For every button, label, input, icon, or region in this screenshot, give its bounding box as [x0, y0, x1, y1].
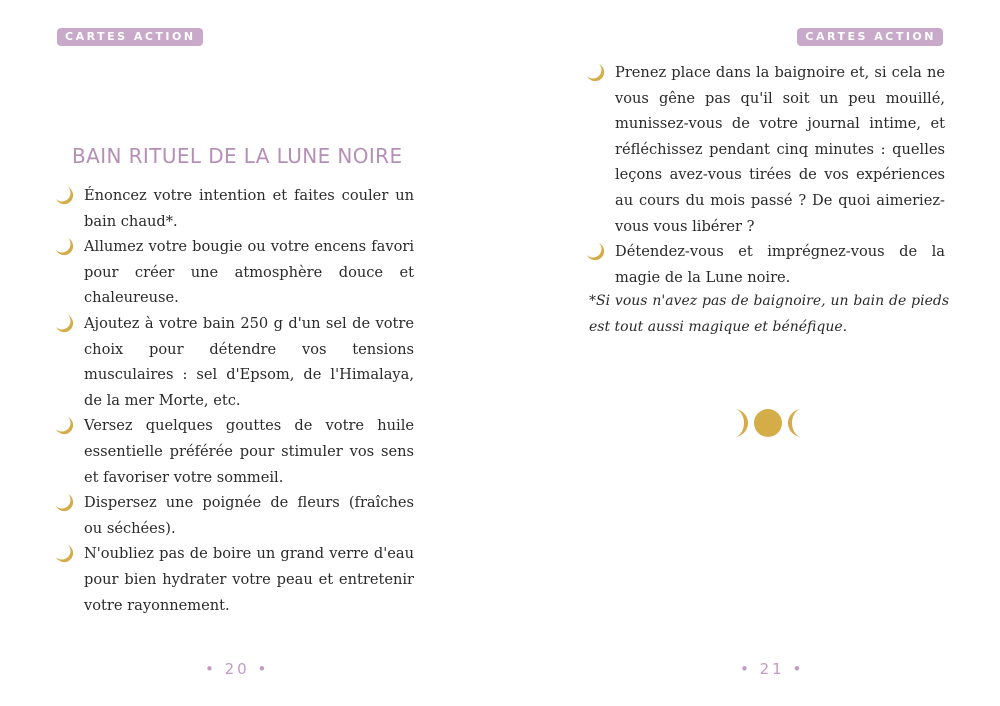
list-item-text: Versez quelques gouttes de votre huile essentielle préférée pour stimuler vos sens et favoriser votre sommeil. — [84, 417, 414, 486]
crescent-moon-icon — [205, 72, 267, 130]
bullet-moon-icon — [55, 314, 75, 334]
list-item — [84, 413, 414, 490]
list-item-text: Dispersez une poignée de fleurs (fraîches ou séchées). — [84, 494, 414, 537]
ritual-steps-list — [84, 183, 414, 618]
list-item-text: Ajoutez à votre bain 250 g d'un sel de votre choix pour détendre vos tensions musculaires : sel d'Epsom, de l'Himalaya, de la mer Morte, etc. — [84, 314, 414, 409]
list-item — [615, 60, 945, 239]
list-item — [84, 234, 414, 311]
bullet-moon-icon — [55, 416, 75, 436]
bullet-moon-icon — [55, 186, 75, 206]
list-item-text: Détendez-vous et imprégnez-vous de la magie de la Lune noire. — [615, 243, 945, 286]
page-title: BAIN RITUEL DE LA LUNE NOIRE — [72, 144, 403, 168]
list-item — [84, 311, 414, 413]
list-item — [615, 239, 945, 290]
header-tag: CARTES ACTION — [797, 28, 943, 46]
bullet-moon-icon — [55, 493, 75, 513]
list-item — [84, 490, 414, 541]
ritual-steps-list — [615, 60, 945, 290]
bullet-moon-icon — [55, 544, 75, 564]
moon-phases-icon — [726, 407, 810, 439]
list-item-text: Énoncez votre intention et faites couler un bain chaud*. — [84, 187, 414, 230]
page-number: • 20 • — [205, 660, 270, 678]
right-page — [500, 0, 1000, 706]
list-item — [84, 183, 414, 234]
list-item-text: N'oubliez pas de boire un grand verre d'eau pour bien hydrater votre peau et entretenir votre rayonnement. — [84, 545, 414, 614]
footnote: *Si vous n'avez pas de baignoire, un bain de pieds est tout aussi magique et bénéfique. — [589, 293, 949, 335]
header-tag: CARTES ACTION — [57, 28, 203, 46]
list-item-text: Prenez place dans la baignoire et, si cela ne vous gêne pas qu'il soit un peu mouillé, munissez-vous de votre journal intime, et réfléchissez pendant cinq minutes : quelles leçons avez-vous tirées de vos expériences au cours du mois passé ? De quoi aimeriez-vous vous libérer ? — [615, 64, 945, 235]
bullet-moon-icon — [586, 242, 606, 262]
bullet-moon-icon — [55, 237, 75, 257]
bullet-moon-icon — [586, 63, 606, 83]
list-item-text: Allumez votre bougie ou votre encens favori pour créer une atmosphère douce et chaleureuse. — [84, 238, 414, 307]
page-number: • 21 • — [740, 660, 805, 678]
list-item — [84, 541, 414, 618]
